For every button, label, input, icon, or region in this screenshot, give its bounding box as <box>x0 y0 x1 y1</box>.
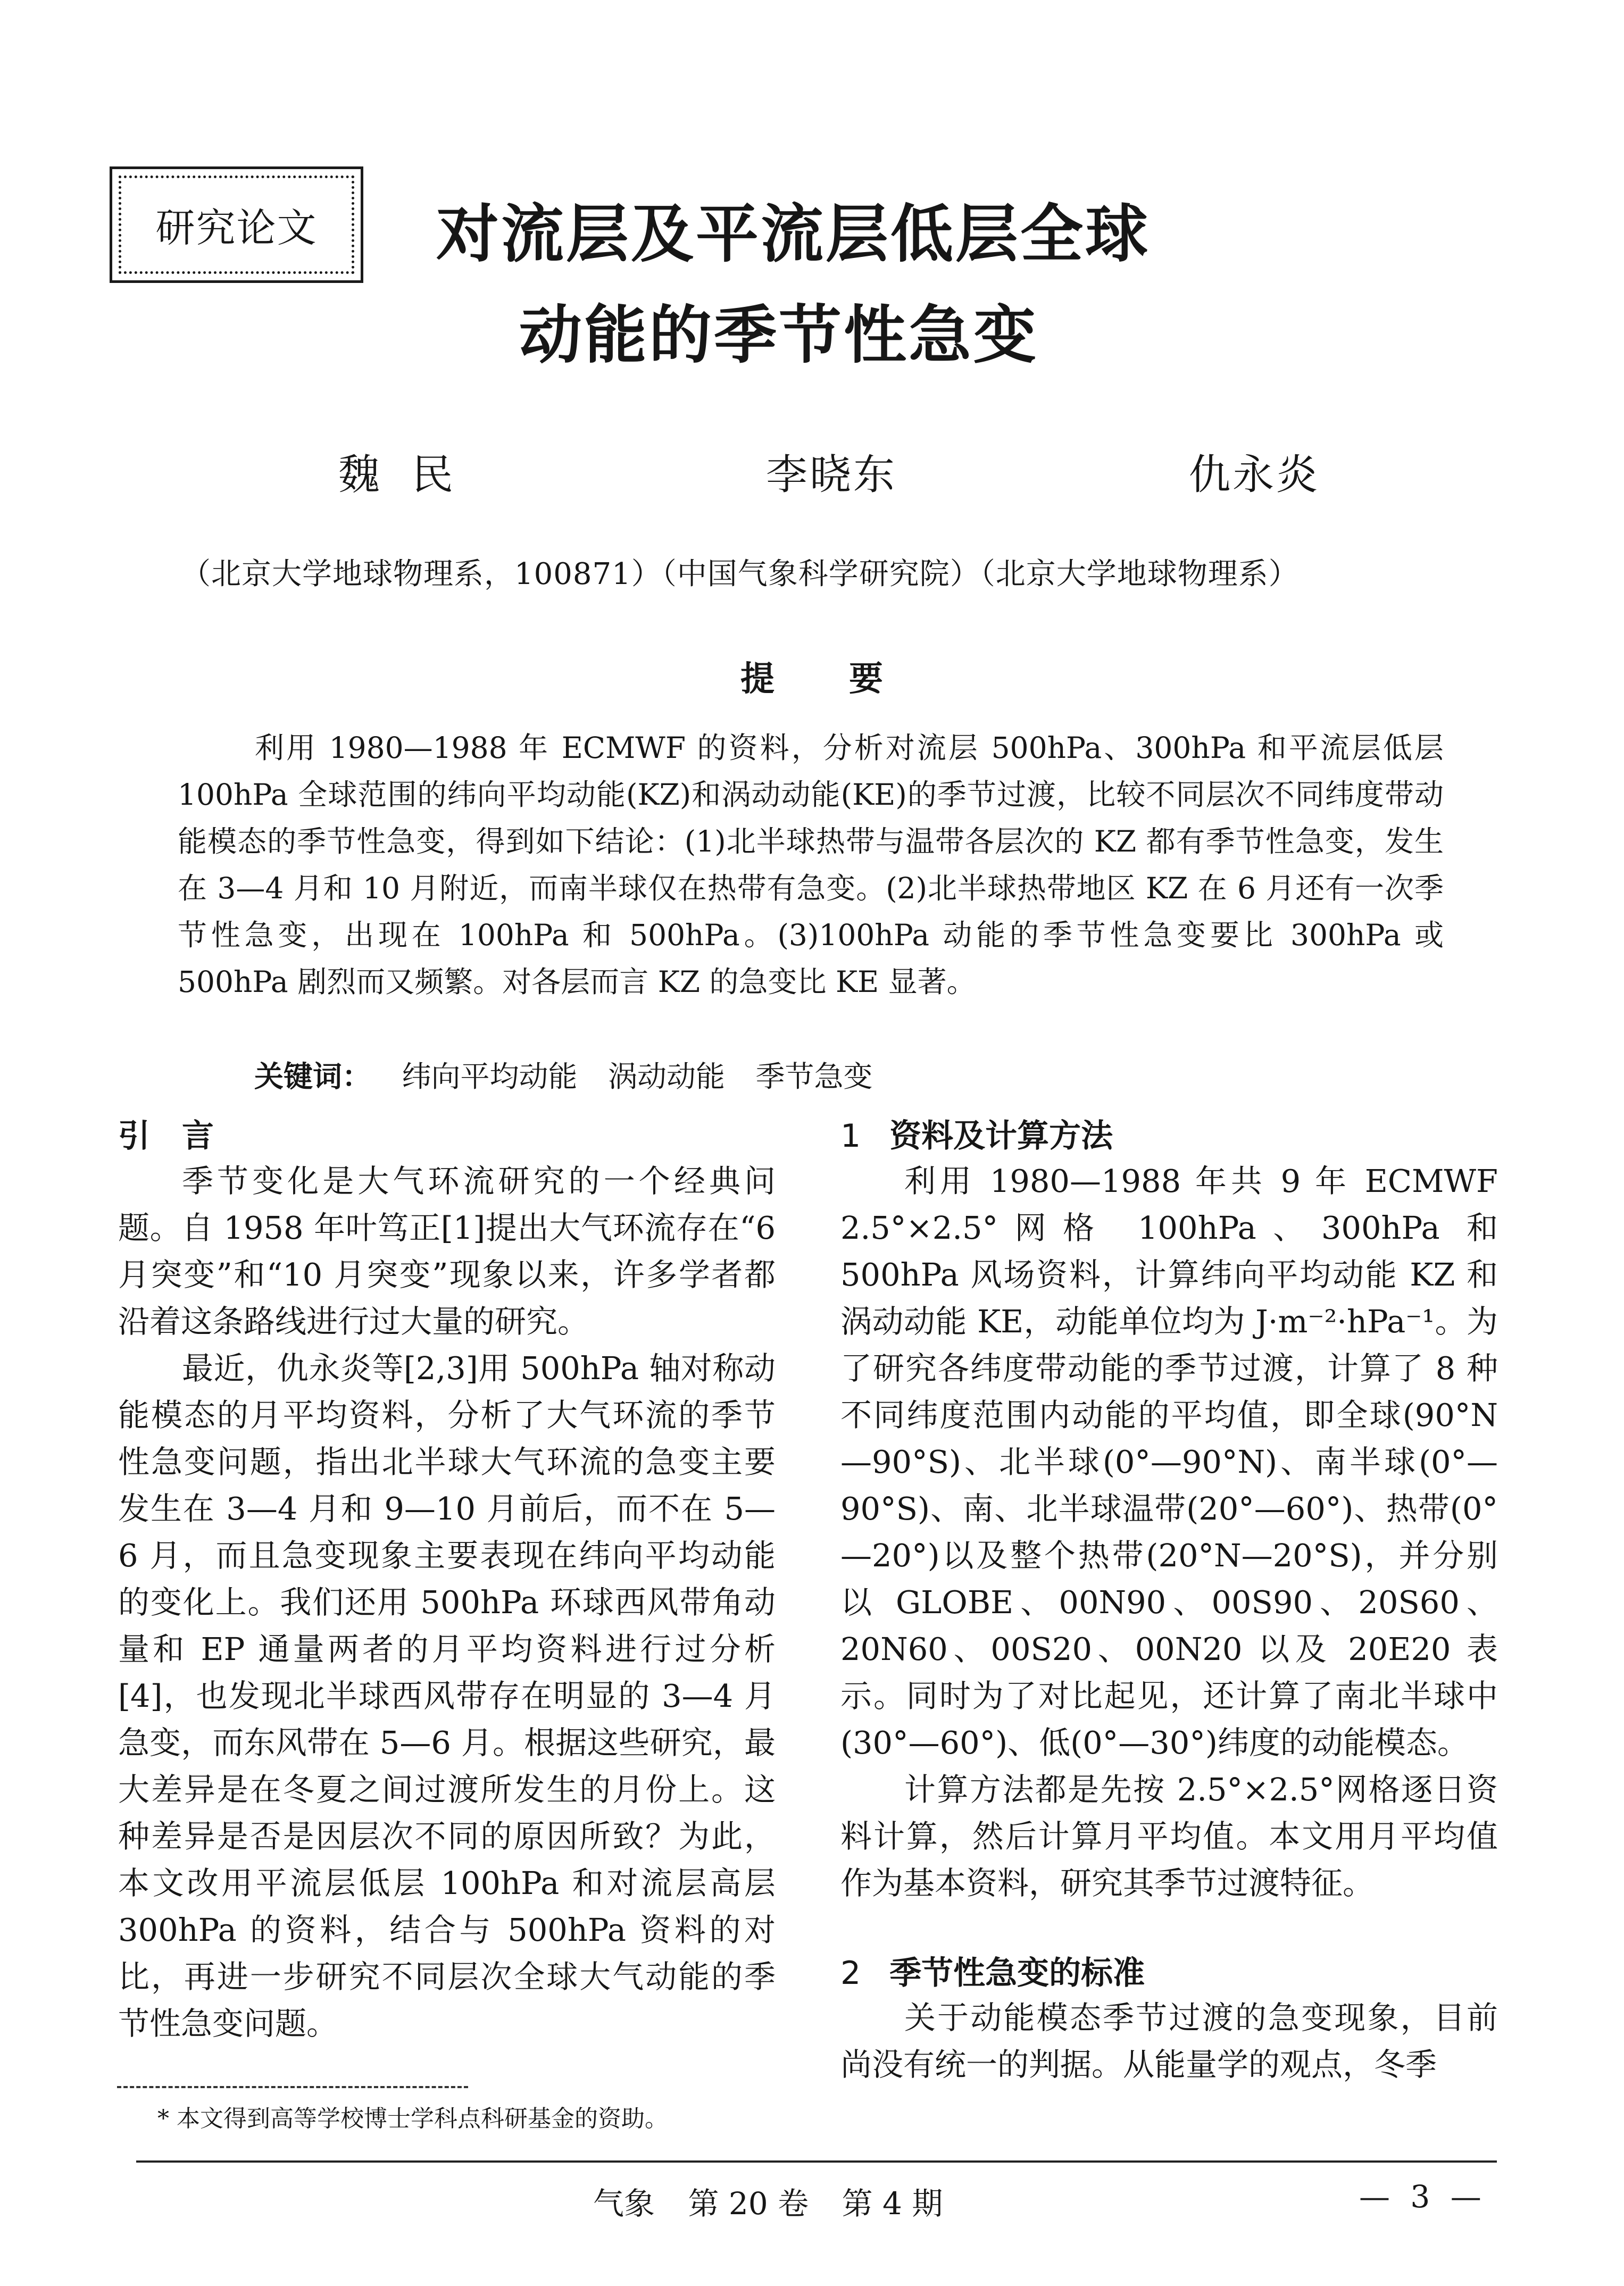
footnote: * 本文得到高等学校博士学科点科研基金的资助。 <box>157 2105 668 2132</box>
abstract-heading: 提要 <box>740 659 957 699</box>
section-1-title: 资料及计算方法 <box>889 1117 1113 1155</box>
section-1-paragraph-1: 利用 1980—1988 年共 9 年 ECMWF 2.5°×2.5°网格 100hPa、300hPa 和 500hPa 风场资料，计算纬向平均动能 KZ 和涡动动能 KE，动能单位均为 J·m⁻²·hPa⁻¹。为了研究各纬度带动能的季节过渡，计算了 8 种不同纬度范围内动能的平均值，即全球(90°N—90°S)、北半球(0°—90°N)、南半球(0°—90°S)、南、北半球温带(20°—60°)、热带(0°—20°)以及整个热带(20°N—20°S)，并分别以 GLOBE、00N90、00S90、20S60、20N60、00S20、00N20 以及 20E20 表示。同时为了对比起见，还计算了南北半球中(30°—60°)、低(0°—30°)纬度的动能模态。 <box>840 1163 1498 1761</box>
footnote-rule <box>117 2086 468 2088</box>
section-2-title: 季节性急变的标准 <box>889 1955 1145 1992</box>
section-2-body <box>840 1995 1498 2088</box>
author-3: 仇永炎 <box>1189 451 1320 499</box>
journal-info <box>593 2179 966 2223</box>
author-1: 魏民 <box>338 451 486 499</box>
journal-volume: 第 20 卷 <box>688 2185 809 2222</box>
category-label: 研究论文 <box>155 205 318 251</box>
category-box <box>110 166 363 283</box>
page-number: — 3 — <box>1359 2179 1487 2215</box>
keywords-label: 关键词： <box>254 1059 372 1094</box>
section-1-heading <box>840 1111 1113 1156</box>
affiliations: （北京大学地球物理系，100871）（中国气象科学研究院）（北京大学地球物理系） <box>181 557 1299 591</box>
section-2-paragraph-1: 关于动能模态季节过渡的急变现象，目前尚没有统一的判据。从能量学的观点，冬季 <box>840 1999 1498 2083</box>
keywords <box>254 1053 873 1095</box>
intro-body <box>118 1158 776 2047</box>
keyword-1: 纬向平均动能 <box>402 1059 578 1094</box>
intro-heading: 引言 <box>118 1117 246 1155</box>
intro-paragraph-2: 最近，仇永炎等[2,3]用 500hPa 轴对称动能模态的月平均资料，分析了大气环流的季节性急变问题，指出北半球大气环流的急变主要发生在 3—4 月和 9—10 月前后，而不在 5—6 月，而且急变现象主要表现在纬向平均动能的变化上。我们还用 500hPa 环球西风带角动量和 EP 通量两者的月平均资料进行过分析[4]，也发现北半球西风带存在明显的 3—4 月急变，而东风带在 5—6 月。根据这些研究，最大差异是在冬夏之间过渡所发生的月份上。这种差异是否是因层次不同的原因所致？为此，本文改用平流层低层 100hPa 和对流层高层 300hPa 的资料，结合与 500hPa 资料的对比，再进一步研究不同层次全球大气动能的季节性急变问题。 <box>118 1350 776 2042</box>
title-line-2: 动能的季节性急变 <box>519 298 1039 372</box>
section-2-number: 2 <box>840 1955 861 1992</box>
title-line-1: 对流层及平流层低层全球 <box>436 197 1151 271</box>
journal-issue: 第 4 期 <box>842 2185 943 2222</box>
section-2-heading <box>840 1948 1145 1993</box>
section-1-body <box>840 1158 1498 1907</box>
keyword-2: 涡动动能 <box>608 1059 726 1094</box>
section-1-paragraph-2: 计算方法都是先按 2.5°×2.5°网格逐日资料计算，然后计算月平均值。本文用月平均值作为基本资料，研究其季节过渡特征。 <box>840 1771 1498 1901</box>
abstract-body: 利用 1980—1988 年 ECMWF 的资料，分析对流层 500hPa、300hPa 和平流层低层 100hPa 全球范围的纬向平均动能(KZ)和涡动动能(KE)的季节过渡，比较不同层次不同纬度带动能模态的季节性急变，得到如下结论：(1)北半球热带与温带各层次的 KZ 都有季节性急变，发生在 3—4 月和 10 月附近，而南半球仅在热带有急变。(2)北半球热带地区 KZ 在 6 月还有一次季节性急变，出现在 100hPa 和 500hPa。(3)100hPa 动能的季节性急变要比 300hPa 或 500hPa 剧烈而又频繁。对各层而言 KZ 的急变比 KE 显著。 <box>178 731 1444 999</box>
keyword-3: 季节急变 <box>755 1059 873 1094</box>
footer-rule <box>136 2160 1497 2163</box>
journal-name: 气象 <box>593 2185 655 2222</box>
intro-paragraph-1: 季节变化是大气环流研究的一个经典问题。自 1958 年叶笃正[1]提出大气环流存在“6 月突变”和“10 月突变”现象以来，许多学者都沿着这条路线进行过大量的研究。 <box>118 1163 776 1340</box>
author-2: 李晓东 <box>766 451 897 499</box>
section-1-number: 1 <box>840 1117 861 1155</box>
